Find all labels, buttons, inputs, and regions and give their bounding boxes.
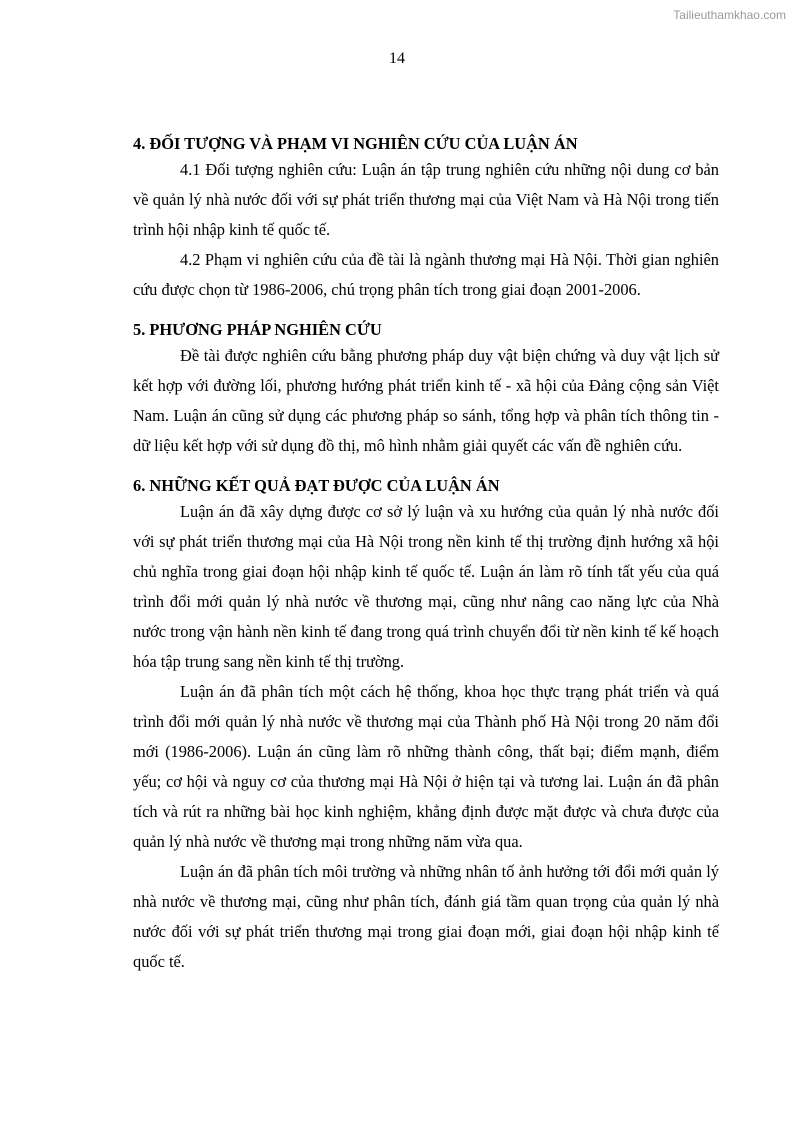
section-research-methods (133, 319, 719, 461)
section-heading: 6. NHỮNG KẾT QUẢ ĐẠT ĐƯỢC CỦA LUẬN ÁN (133, 476, 500, 495)
paragraph: Luận án đã phân tích môi trường và những nhân tố ảnh hưởng tới đổi mới quản lý nhà nước về thương mại, cũng như phân tích, đánh giá tầm quan trọng của quản lý nhà nước đối với sự phát triển thương mại trong giai đoạn mới, giai đoạn hội nhập kinh tế quốc tế. (133, 862, 719, 971)
page-number: 14 (389, 50, 405, 67)
document-body (133, 133, 719, 977)
paragraph: 4.1 Đối tượng nghiên cứu: Luận án tập trung nghiên cứu những nội dung cơ bản về quản lý nhà nước đối với sự phát triển thương mại của Việt Nam và Hà Nội trong tiến trình hội nhập kinh tế quốc tế. (133, 160, 719, 239)
paragraph: Đề tài được nghiên cứu bằng phương pháp duy vật biện chứng và duy vật lịch sử kết hợp với đường lối, phương hướng phát triển kinh tế - xã hội của Đảng cộng sản Việt Nam. Luận án cũng sử dụng các phương pháp so sánh, tổng hợp và phân tích thông tin - dữ liệu kết hợp với sử dụng đồ thị, mô hình nhằm giải quyết các vấn đề nghiên cứu. (133, 346, 719, 455)
paragraph: Luận án đã xây dựng được cơ sở lý luận và xu hướng của quản lý nhà nước đối với sự phát triển thương mại của Hà Nội trong nền kinh tế thị trường định hướng xã hội chủ nghĩa trong giai đoạn hội nhập kinh tế quốc tế. Luận án làm rõ tính tất yếu của quá trình đổi mới quản lý nhà nước về thương mại, cũng như nâng cao năng lực của Nhà nước trong vận hành nền kinh tế đang trong quá trình chuyển đổi từ nền kinh tế kế hoạch hóa tập trung sang nền kinh tế thị trường. (133, 502, 719, 671)
paragraph: 4.2 Phạm vi nghiên cứu của đề tài là ngành thương mại Hà Nội. Thời gian nghiên cứu được chọn từ 1986-2006, chú trọng phân tích trong giai đoạn 2001-2006. (133, 250, 719, 299)
section-research-object-scope (133, 133, 719, 305)
section-results (133, 475, 719, 977)
paragraph: Luận án đã phân tích một cách hệ thống, khoa học thực trạng phát triển và quá trình đổi mới quản lý nhà nước về thương mại của Thành phố Hà Nội trong 20 năm đổi mới (1986-2006). Luận án cũng làm rõ những thành công, thất bại; điểm mạnh, điểm yếu; cơ hội và nguy cơ của thương mại Hà Nội ở hiện tại và tương lai. Luận án đã phân tích và rút ra những bài học kinh nghiệm, khẳng định được mặt được và chưa được của quản lý nhà nước về thương mại trong những năm vừa qua. (133, 682, 719, 851)
section-heading: 5. PHƯƠNG PHÁP NGHIÊN CỨU (133, 320, 382, 339)
section-heading: 4. ĐỐI TƯỢNG VÀ PHẠM VI NGHIÊN CỨU CỦA LUẬN ÁN (133, 134, 578, 153)
watermark: Tailieuthamkhao.com (673, 8, 786, 22)
